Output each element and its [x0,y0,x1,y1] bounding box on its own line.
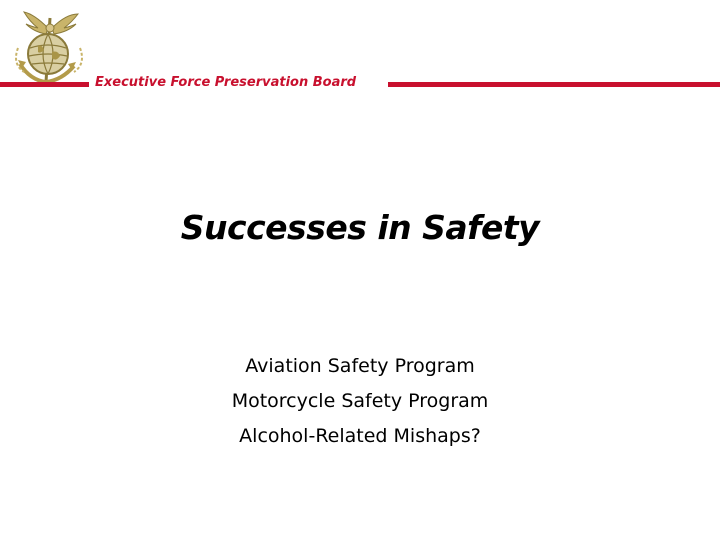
header-title: Executive Force Preservation Board [95,75,357,90]
topic-list [0,349,720,454]
slide-title: Successes in Safety [180,208,540,247]
header-rule-right [388,82,720,87]
list-item: Alcohol-Related Mishaps? [239,425,481,447]
list-item: Aviation Safety Program [245,355,475,377]
list-item: Motorcycle Safety Program [231,390,489,412]
header-rule-left [0,82,89,87]
eagle-globe-anchor-emblem-icon [8,8,92,84]
